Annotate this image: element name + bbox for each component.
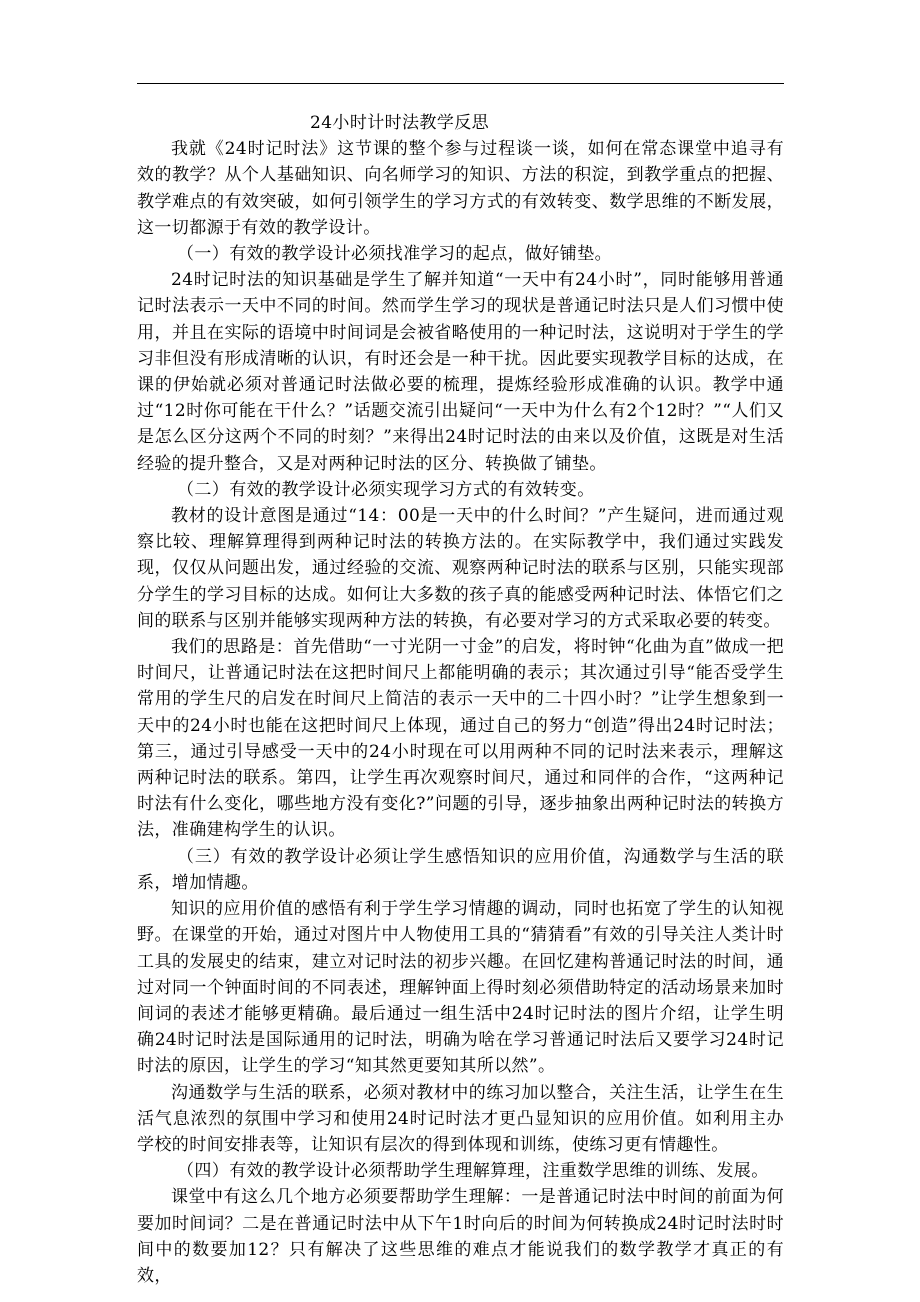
body-paragraph: 24时记时法的知识基础是学生了解并知道“一天中有24小时”，同时能够用普通记时法表示一天中不同的时间。然而学生学习的现状是普通记时法只是人们习惯中使用，并且在实际的语境中时间词是会被省略使用的一种记时法，这说明对于学生的学习非但没有形成清晰的认识，有时还会是一种干扰。因此要实现教学目标的达成，在课的伊始就必须对普通记时法做必要的梳理，提炼经验形成准确的认识。教学中通过“12时你可能在干什么？”话题交流引出疑问“一天中为什么有2个12时？”“人们又是怎么区分这两个不同的时刻？”来得出24时记时法的由来以及价值，这既是对生活经验的提升整合，又是对两种记时法的区分、转换做了铺垫。 — [137, 270, 784, 474]
intro-paragraph: 我就《24时记时法》这节课的整个参与过程谈一谈，如何在常态课堂中追寻有效的教学？从个人基础知识、向名师学习的知识、方法的积淀，到教学重点的把握、教学难点的有效突破，如何引领学生的学习方式的有效转变、数学思维的不断发展，这一切都源于有效的教学设计。 — [137, 139, 784, 238]
body-paragraph: 课堂中有这么几个地方必须要帮助学生理解：一是普通记时法中时间的前面为何要加时间词？二是在普通记时法中从下午1时向后的时间为何转换成24时记时法时时间中的数要加12？只有解决了这些思维的难点才能说我们的数学教学才真正的有效， — [137, 1187, 784, 1286]
section-heading-4: （四）有效的教学设计必须帮助学生理解算理，注重数学思维的训练、发展。 — [177, 1161, 769, 1182]
section-heading-2: （二）有效的教学设计必须实现学习方式的有效转变。 — [177, 479, 595, 500]
body-paragraph: 我们的思路是：首先借助“一寸光阴一寸金”的启发，将时钟“化曲为直”做成一把时间尺，让普通记时法在这把时间尺上都能明确的表示；其次通过引导“能否受学生常用的学生尺的启发在时间尺上简洁的表示一天中的二十四小时？”让学生想象到一天中的24小时也能在这把时间尺上体现，通过自己的努力“创造”得出24时记时法；第三，通过引导感受一天中的24小时现在可以用两种不同的记时法来表示，理解这两种记时法的联系。第四，让学生再次观察时间尺，通过和同伴的合作，“这两种记时法有什么变化，哪些地方没有变化?”问题的引导，逐步抽象出两种记时法的转换方法，准确建构学生的认识。 — [137, 637, 784, 841]
document-title: 24小时计时法教学反思 — [310, 113, 490, 133]
section-heading-3: （三）有效的教学设计必须让学生感悟知识的应用价值，沟通数学与生活的联系，增加情趣。 — [137, 846, 784, 893]
document-body — [137, 110, 784, 1289]
body-paragraph: 沟通数学与生活的联系，必须对教材中的练习加以整合，关注生活，让学生在生活气息浓烈的氛围中学习和使用24时记时法才更凸显知识的应用价值。如利用主办学校的时间安排表等，让知识有层次的得到体现和训练，使练习更有情趣性。 — [137, 1082, 784, 1155]
header-rule — [137, 83, 784, 84]
body-paragraph: 知识的应用价值的感悟有利于学生学习情趣的调动，同时也拓宽了学生的认知视野。在课堂的开始，通过对图片中人物使用工具的“猜猜看”有效的引导关注人类计时工具的发展史的结束，建立对记时法的初步兴趣。在回忆建构普通记时法的时间，通过对同一个钟面时间的不同表述，理解钟面上得时刻必须借助特定的活动场景来加时间词的表述才能够更精确。最后通过一组生活中24时记时法的图片介绍，让学生明确24时记时法是国际通用的记时法，明确为啥在学习普通记时法后又要学习24时记时法的原因，让学生的学习“知其然更要知其所以然”。 — [137, 899, 784, 1077]
section-heading-1: （一）有效的教学设计必须找准学习的起点，做好铺垫。 — [177, 244, 612, 265]
body-paragraph: 教材的设计意图是通过“14：00是一天中的什么时间？”产生疑问，进而通过观察比较、理解算理得到两种记时法的转换方法的。在实际教学中，我们通过实践发现，仅仅从问题出发，通过经验的交流、观察两种记时法的联系与区别，只能实现部分学生的学习目标的达成。如何让大多数的孩子真的能感受两种记时法、体悟它们之间的联系与区别并能够实现两种方法的转换，有必要对学习的方式采取必要的转变。 — [137, 506, 784, 631]
